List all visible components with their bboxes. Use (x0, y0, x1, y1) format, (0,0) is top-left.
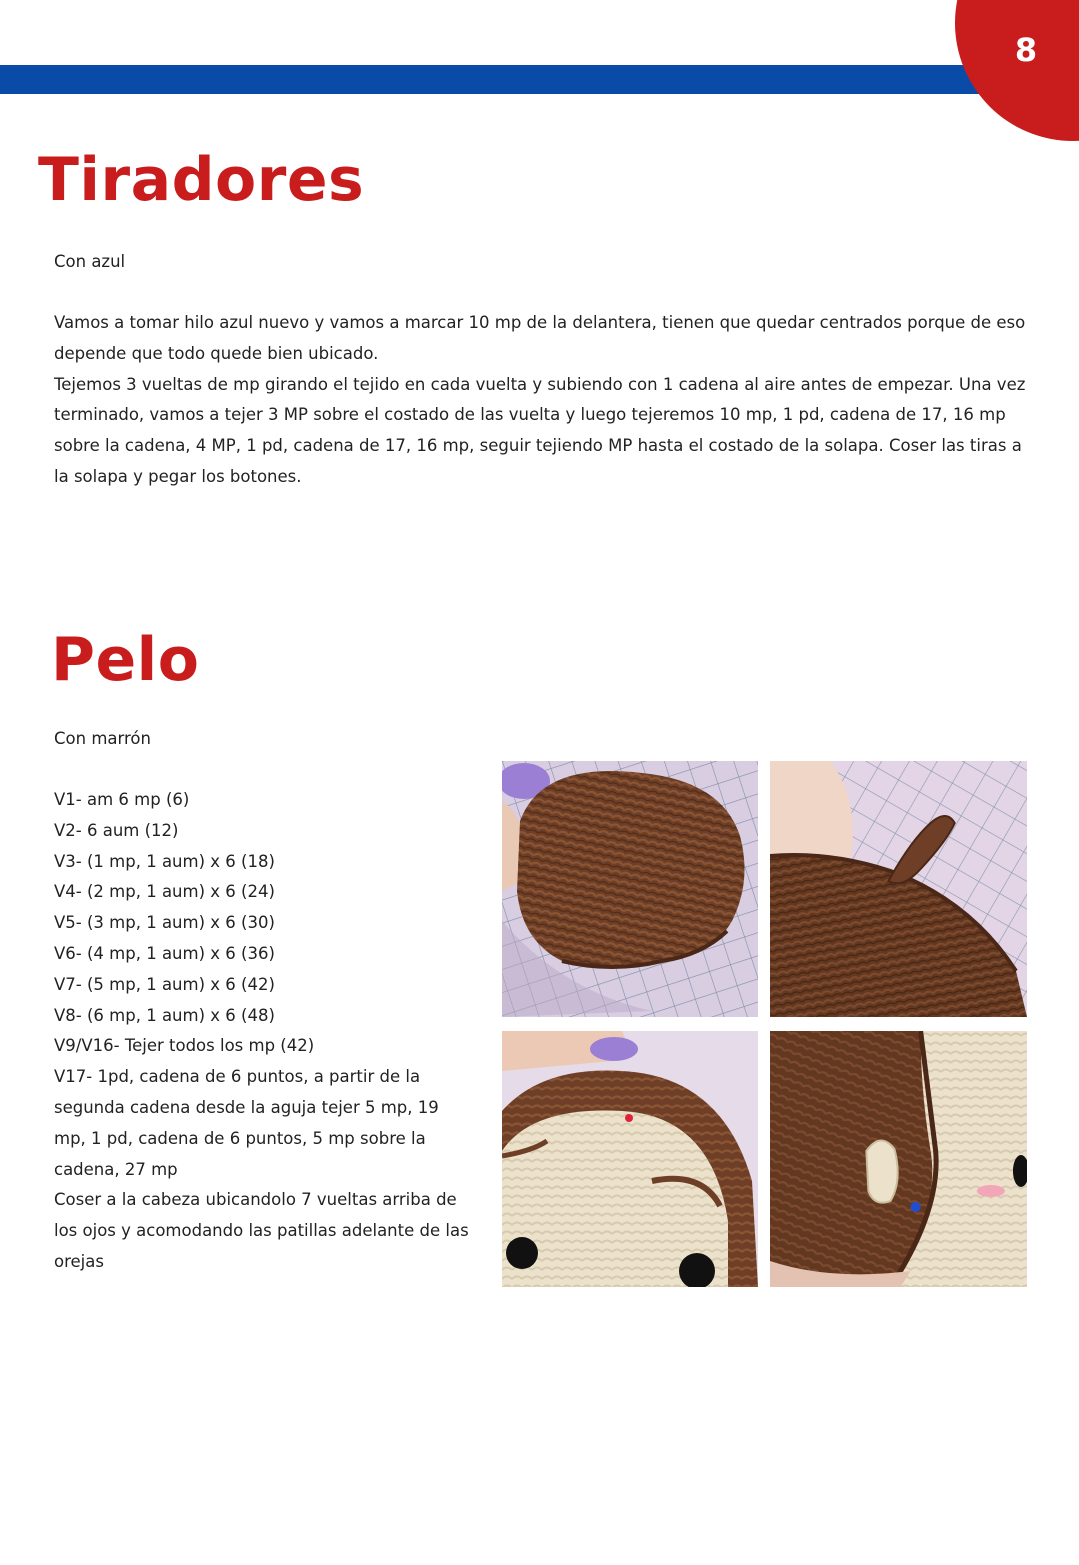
pattern-row: V17- 1pd, cadena de 6 puntos, a partir de la segunda cadena desde la aguja tejer 5 mp, 19 mp, 1 pd, cadena de 6 puntos, 5 mp sobre la cadena, 27 mp (54, 1067, 439, 1179)
section-intro-tiradores: Con azul (54, 252, 126, 271)
pattern-row: V6- (4 mp, 1 aum) x 6 (36) (54, 943, 275, 963)
page-number: 8 (1014, 31, 1038, 69)
section-title-pelo: Pelo (51, 625, 200, 695)
pattern-row: V4- (2 mp, 1 aum) x 6 (24) (54, 882, 275, 902)
section-body-tiradores: Vamos a tomar hilo azul nuevo y vamos a marcar 10 mp de la delantera, tienen que quedar centrados porque de eso depende que todo quede bien ubicado. Tejemos 3 vueltas de mp girando el tejido en cada vuelta y subiendo con 1 cadena al aire antes de empezar. Una vez terminado, vamos a tejer 3 MP sobre el costado de las vuelta y luego tejeremos 10 mp, 1 pd, cadena de 17, 16 mp sobre la cadena, 4 MP, 1 pd, cadena de 17, 16 mp, seguir tejiendo MP hasta el costado de la solapa. Coser las tiras a la solapa y pegar los botones. (54, 313, 1026, 486)
header-blue-bar (0, 65, 1000, 94)
photo-hair-on-head-front (502, 1031, 758, 1287)
photo-hair-on-head-side (770, 1031, 1027, 1287)
section-intro-pelo: Con marrón (54, 729, 151, 748)
photo-hair-strip (770, 761, 1027, 1017)
pattern-row: V8- (6 mp, 1 aum) x 6 (48) (54, 1005, 275, 1025)
page-number-badge (955, 0, 1079, 141)
pattern-row: V7- (5 mp, 1 aum) x 6 (42) (54, 974, 275, 994)
pattern-row: V5- (3 mp, 1 aum) x 6 (30) (54, 913, 275, 933)
photo-hair-cap (502, 761, 758, 1017)
pattern-row: V1- am 6 mp (6) (54, 790, 190, 809)
pattern-row: V3- (1 mp, 1 aum) x 6 (18) (54, 851, 275, 871)
pattern-row: V9/V16- Tejer todos los mp (42) (54, 1036, 315, 1056)
pattern-row: V2- 6 aum (12) (54, 820, 179, 840)
pattern-rows-list (54, 785, 469, 1278)
pattern-row: Coser a la cabeza ubicandolo 7 vueltas arriba de los ojos y acomodando las patillas adelante de las orejas (54, 1190, 469, 1271)
section-title-tiradores: Tiradores (38, 145, 365, 215)
